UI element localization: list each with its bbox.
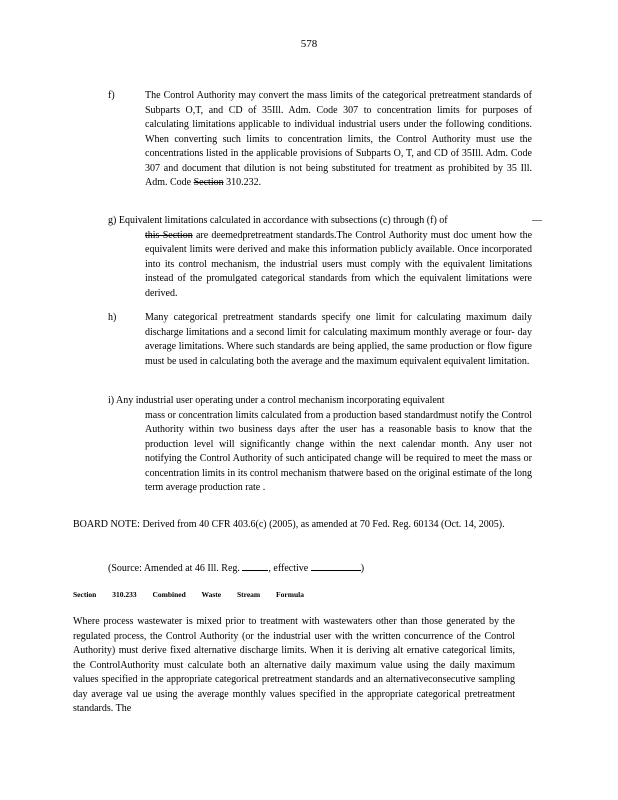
dash-mark: — [532,215,542,226]
paragraph-i-text: mass or concentration limits calculated from a production based standardmust notify the Control Authority within two business days after the user has a reasonable basis to know that the production level will significantly change within the next calendar month. Any user not notifying the Control Authority of such anticipated change will be required to meet the mass or concentration limits in its control mechanism thatwere based on the original estimate of the long term average production rate . [145,409,532,493]
paragraph-g-lead-text: g) Equivalent limitations calculated in accordance with subsections (c) through (f) of [108,215,448,226]
date-blank [242,561,268,571]
section-body: Where process wastewater is mixed prior to treatment with wastewaters other than those generated by the regulated process, the Control Authority (or the industrial user with the written concurrence of the Control Authority) must derive fixed alternative discharge limits. When it is deriving alt ernative categorical limits, the ControlAuthority must calculate both an alternative daily maximum value using the daily maximum values specified in the appropriate categorical pretreatment standards and an alternativeconsecutive sampling day average val ue using the average monthly values specified in the appropriate categorical pretreatment standards. The [73,616,515,714]
source-effective: , effective [268,563,309,574]
source-line [108,561,528,577]
item-marker-h: h) [108,312,117,323]
paragraph-g [108,214,542,301]
board-note: BOARD NOTE: Derived from 40 CFR 403.6(c) (2005), as amended at 70 Fed. Reg. 60134 (Oct. 14, 2005). [73,519,505,530]
effective-blank [311,561,361,571]
paragraph-f-citation: 310.232. [226,177,262,188]
paragraph-i [108,394,532,496]
paragraph-f [108,89,532,191]
struck-text: Section [193,177,224,188]
source-close: ) [360,563,365,574]
paragraph-f-body: The Control Authority may convert the mass limits of the categorical pretreatment standards of Subparts O,T, and CD of 35Ill. Adm. Code 307 to concentration limits for purposes of calculating limitations applicable to individual industrial users under the following conditions. When converting such limits to concentration limits, the Control Authority must use the concentrations listed in the applicable provisions of Subparts O, T, and CD of 35Ill. Adm. Code 307 and document that dilution is not being substituted for treatment as prohibited by 35 Ill. Adm. Code [145,90,532,188]
paragraph-h [108,311,532,369]
source-text: (Source: Amended at 46 Ill. Reg. [108,563,240,574]
paragraph-g-text [145,229,532,302]
paragraph-f-text [145,89,532,191]
page-number: 578 [300,38,318,50]
paragraph-g-body: are deemedpretreatment standards.The Control Authority must doc ument how the equivalent limits were derived and make this information publicly available. Once incorporated into its control mechanism, the industrial users must comply with the equivalent limitations instead of the promulgated categorical standards from which the equivalent limitations were derived. [145,229,533,299]
section-heading: Section 310.233 Combined Waste Stream Formula [73,590,304,599]
struck-text: this Section [145,229,193,241]
paragraph-g-lead [108,214,518,229]
paragraph-h-text: Many categorical pretreatment standards specify one limit for calculating maximum daily discharge limitations and a second limit for calculating maximum monthly average or four- day average limitations. Where such standards are being applied, the same production or flow figure must be used in calculating both the average and the maximum equivalent equivalent limitation. [145,312,532,367]
paragraph-i-lead: i) Any industrial user operating under a control mechanism incorporating equivalent [108,395,445,406]
item-marker-f: f) [108,90,115,101]
